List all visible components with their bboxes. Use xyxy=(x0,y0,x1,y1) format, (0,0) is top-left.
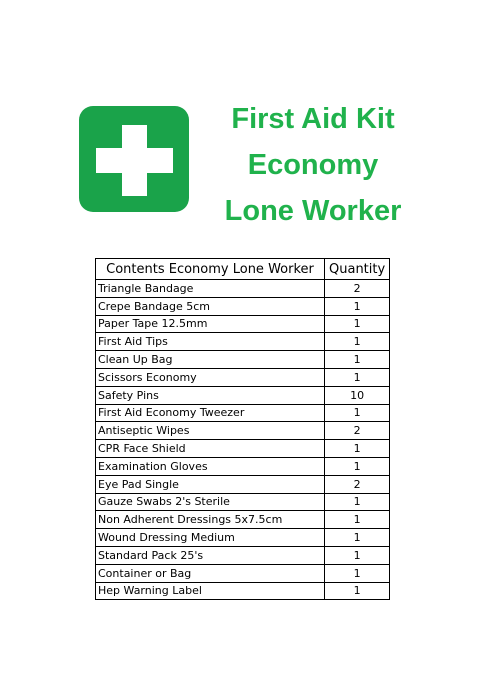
table-row xyxy=(96,511,390,529)
item-quantity: 1 xyxy=(325,368,390,386)
item-quantity: 1 xyxy=(325,315,390,333)
item-quantity: 1 xyxy=(325,582,390,600)
item-name: Wound Dressing Medium xyxy=(96,529,325,547)
table-row xyxy=(96,404,390,422)
item-name: Crepe Bandage 5cm xyxy=(96,297,325,315)
item-quantity: 1 xyxy=(325,493,390,511)
item-quantity: 1 xyxy=(325,511,390,529)
item-name: CPR Face Shield xyxy=(96,440,325,458)
table-row xyxy=(96,457,390,475)
item-name: Hep Warning Label xyxy=(96,582,325,600)
item-name: Container or Bag xyxy=(96,564,325,582)
item-name: Antiseptic Wipes xyxy=(96,422,325,440)
item-name: Paper Tape 12.5mm xyxy=(96,315,325,333)
item-quantity: 2 xyxy=(325,422,390,440)
item-quantity: 10 xyxy=(325,386,390,404)
table-row xyxy=(96,297,390,315)
table-row xyxy=(96,475,390,493)
item-name: Safety Pins xyxy=(96,386,325,404)
item-quantity: 1 xyxy=(325,529,390,547)
first-aid-logo xyxy=(79,106,189,212)
item-name: Standard Pack 25's xyxy=(96,546,325,564)
title-line-3: Lone Worker xyxy=(224,195,402,227)
first-aid-cross-icon xyxy=(96,125,173,196)
table-row xyxy=(96,582,390,600)
item-quantity: 1 xyxy=(325,404,390,422)
item-name: Gauze Swabs 2's Sterile xyxy=(96,493,325,511)
table-row xyxy=(96,546,390,564)
table-row xyxy=(96,351,390,369)
item-quantity: 1 xyxy=(325,457,390,475)
item-name: Eye Pad Single xyxy=(96,475,325,493)
item-name: Non Adherent Dressings 5x7.5cm xyxy=(96,511,325,529)
item-quantity: 2 xyxy=(325,280,390,298)
table-row xyxy=(96,280,390,298)
item-quantity: 1 xyxy=(325,546,390,564)
table-row xyxy=(96,422,390,440)
table-row xyxy=(96,440,390,458)
item-quantity: 1 xyxy=(325,333,390,351)
table-row xyxy=(96,368,390,386)
page-title xyxy=(200,96,426,234)
item-quantity: 2 xyxy=(325,475,390,493)
item-name: Triangle Bandage xyxy=(96,280,325,298)
item-quantity: 1 xyxy=(325,564,390,582)
item-name: Examination Gloves xyxy=(96,457,325,475)
title-line-1: First Aid Kit xyxy=(231,103,395,135)
table-row xyxy=(96,493,390,511)
item-name: Clean Up Bag xyxy=(96,351,325,369)
item-name: First Aid Economy Tweezer xyxy=(96,404,325,422)
contents-table xyxy=(95,258,390,600)
item-name: First Aid Tips xyxy=(96,333,325,351)
title-line-2: Economy xyxy=(247,149,379,181)
table-header-row xyxy=(96,259,390,280)
table-row xyxy=(96,529,390,547)
item-quantity: 1 xyxy=(325,351,390,369)
table-row xyxy=(96,333,390,351)
item-quantity: 1 xyxy=(325,440,390,458)
item-quantity: 1 xyxy=(325,297,390,315)
table-row xyxy=(96,564,390,582)
header-quantity: Quantity xyxy=(325,259,390,280)
table-row xyxy=(96,315,390,333)
table-row xyxy=(96,386,390,404)
header-contents: Contents Economy Lone Worker xyxy=(96,259,325,280)
item-name: Scissors Economy xyxy=(96,368,325,386)
